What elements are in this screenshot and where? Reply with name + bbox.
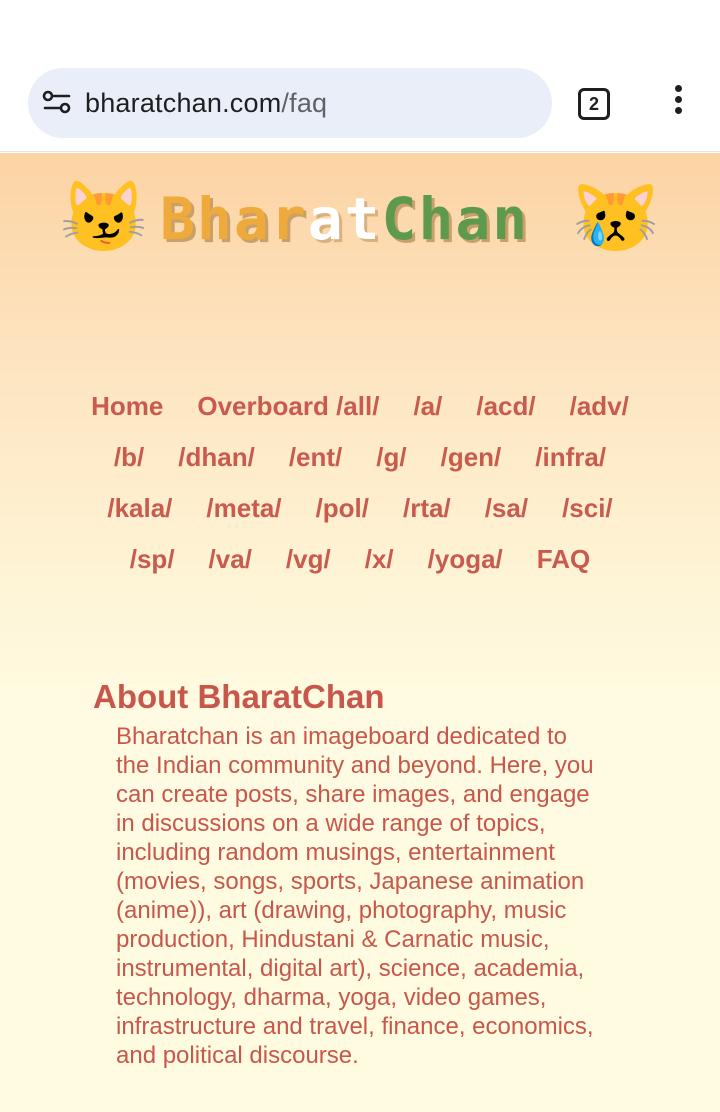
nav-link-g[interactable]: /g/: [376, 442, 407, 472]
nav-link-overboard[interactable]: Overboard /all/: [197, 391, 380, 421]
nav-link-sa[interactable]: /sa/: [484, 493, 529, 523]
status-bar-area: [0, 0, 720, 52]
url-host: bharatchan.com: [85, 88, 282, 118]
smirking-cat-icon: 😼: [60, 178, 148, 256]
site-logo: [160, 187, 529, 251]
board-navigation: [0, 381, 720, 585]
nav-link-adv[interactable]: /adv/: [569, 391, 629, 421]
nav-link-b[interactable]: /b/: [113, 442, 145, 472]
nav-link-meta[interactable]: /meta/: [206, 493, 282, 523]
url-path: /faq: [281, 88, 328, 118]
logo-part-3: Chan: [381, 185, 530, 253]
tab-switcher-button[interactable]: [578, 88, 610, 120]
nav-link-rta[interactable]: /rta/: [403, 493, 451, 523]
browser-toolbar: [0, 52, 720, 152]
nav-link-vg[interactable]: /vg/: [285, 544, 331, 574]
nav-link-va[interactable]: /va/: [208, 544, 252, 574]
nav-row-3: [0, 483, 720, 534]
nav-row-2: [0, 432, 720, 483]
nav-link-gen[interactable]: /gen/: [440, 442, 502, 472]
about-title: About BharatChan: [93, 678, 385, 715]
nav-link-sp[interactable]: /sp/: [129, 544, 175, 574]
more-vert-icon[interactable]: [666, 85, 690, 121]
nav-link-pol[interactable]: /pol/: [315, 493, 369, 523]
nav-link-acd[interactable]: /acd/: [476, 391, 536, 421]
site-settings-icon[interactable]: [42, 89, 72, 117]
nav-link-sci[interactable]: /sci/: [562, 493, 613, 523]
logo-part-1: Bhar: [160, 185, 308, 253]
crying-cat-icon: 😿: [572, 178, 660, 256]
logo-part-2: at: [307, 185, 382, 253]
nav-link-infra[interactable]: /infra/: [535, 442, 607, 472]
nav-link-yoga[interactable]: /yoga/: [427, 544, 503, 574]
nav-link-ent[interactable]: /ent/: [288, 442, 343, 472]
nav-row-1: [0, 381, 720, 432]
nav-link-faq[interactable]: FAQ: [536, 544, 591, 574]
nav-link-a[interactable]: /a/: [413, 391, 443, 421]
url-text[interactable]: [85, 88, 327, 119]
nav-link-x[interactable]: /x/: [364, 544, 394, 574]
address-bar[interactable]: [28, 68, 552, 138]
tab-count-label: 2: [588, 93, 599, 114]
site-banner[interactable]: [60, 177, 660, 257]
nav-link-kala[interactable]: /kala/: [107, 493, 173, 523]
about-section: [93, 675, 613, 1070]
page-content: [0, 153, 720, 1112]
nav-link-home[interactable]: Home: [91, 391, 164, 421]
nav-row-4: [0, 534, 720, 585]
about-description: Bharatchan is an imageboard dedicated to the Indian community and beyond. Here, you can create posts, share images, and engage in discussions on a wide range of topics, including random musings, entertainment (movies, songs, sports, Japanese animation (anime)), art (drawing, photography, music production, Hindustani & Carnatic music, instrumental, digital art), science, academia, technology, dharma, yoga, video games, infrastructure and travel, finance, economics, and political discourse.: [116, 723, 594, 1069]
nav-link-dhan[interactable]: /dhan/: [178, 442, 255, 472]
